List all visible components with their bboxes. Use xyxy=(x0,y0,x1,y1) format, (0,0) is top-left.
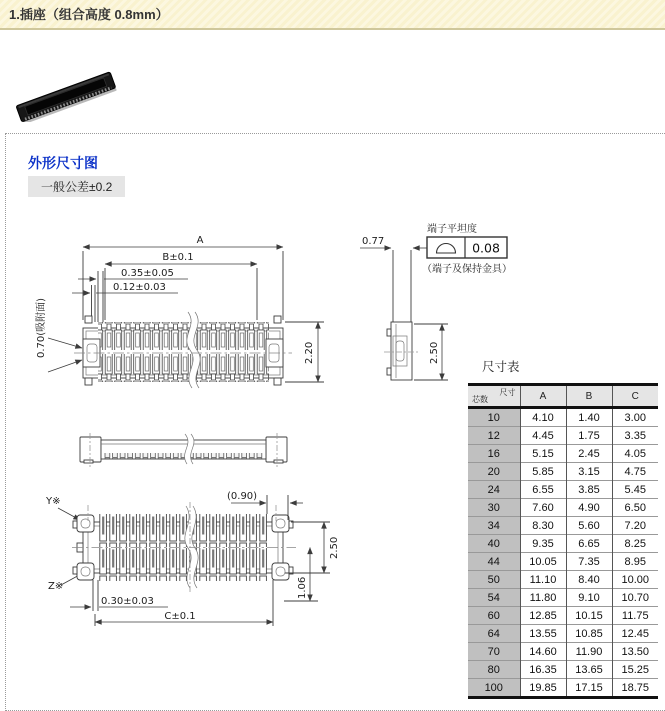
pins-cell: 64 xyxy=(468,625,520,643)
dimension-drawing xyxy=(28,212,528,640)
b-cell: 5.60 xyxy=(566,517,612,535)
top-view-drawing xyxy=(34,235,324,388)
pins-cell: 20 xyxy=(468,463,520,481)
flatness-title: 端子平坦度 xyxy=(427,224,477,235)
b-cell: 8.40 xyxy=(566,571,612,589)
col-header-a: A xyxy=(520,385,566,408)
table-row xyxy=(468,463,658,481)
dim-height-top-label: 2.20 xyxy=(304,341,315,364)
bottom-view-drawing xyxy=(45,491,340,626)
a-cell: 5.15 xyxy=(520,445,566,463)
b-cell: 10.85 xyxy=(566,625,612,643)
pins-cell: 70 xyxy=(468,643,520,661)
b-cell: 17.15 xyxy=(566,679,612,698)
a-cell: 13.55 xyxy=(520,625,566,643)
c-cell: 10.70 xyxy=(612,589,658,607)
size-table-section xyxy=(468,357,658,699)
a-cell: 12.85 xyxy=(520,607,566,625)
b-cell: 7.35 xyxy=(566,553,612,571)
elevation-view-drawing xyxy=(80,433,287,467)
pins-cell: 80 xyxy=(468,661,520,679)
b-cell: 3.15 xyxy=(566,463,612,481)
c-cell: 3.00 xyxy=(612,408,658,427)
dim-gap-label: (0.90) xyxy=(227,491,258,502)
table-row xyxy=(468,517,658,535)
a-cell: 8.30 xyxy=(520,517,566,535)
c-cell: 10.00 xyxy=(612,571,658,589)
table-row xyxy=(468,571,658,589)
b-cell: 13.65 xyxy=(566,661,612,679)
c-cell: 8.25 xyxy=(612,535,658,553)
bottom-view-slots-lower xyxy=(98,548,269,581)
c-cell: 18.75 xyxy=(612,679,658,698)
table-row xyxy=(468,679,658,698)
dim-width-side-label: 0.77 xyxy=(362,236,385,247)
pins-cell: 10 xyxy=(468,408,520,427)
table-row xyxy=(468,481,658,499)
col-header-c: C xyxy=(612,385,658,408)
dim-slot-label: 0.30±0.03 xyxy=(101,596,154,607)
section-header-title: 1.插座（组合高度 0.8mm） xyxy=(9,7,169,22)
flatness-value: 0.08 xyxy=(472,240,500,256)
elevation-teeth xyxy=(103,453,264,459)
dim-height-side-label: 2.50 xyxy=(429,341,440,364)
a-cell: 19.85 xyxy=(520,679,566,698)
dim-suction-label: 0.70(吸附面) xyxy=(36,297,47,358)
pins-cell: 44 xyxy=(468,553,520,571)
table-row xyxy=(468,643,658,661)
top-view-pins-lower xyxy=(98,354,269,382)
section-header-bar xyxy=(0,0,665,30)
c-cell: 13.50 xyxy=(612,643,658,661)
corner-label-pins: 芯数 xyxy=(472,395,488,404)
b-cell: 11.90 xyxy=(566,643,612,661)
b-cell: 1.75 xyxy=(566,427,612,445)
c-cell: 12.45 xyxy=(612,625,658,643)
a-cell: 6.55 xyxy=(520,481,566,499)
dim-pitch1-label: 0.35±0.05 xyxy=(121,268,174,279)
b-cell: 6.65 xyxy=(566,535,612,553)
b-cell: 10.15 xyxy=(566,607,612,625)
corner-header-cell xyxy=(468,385,520,408)
table-header-row xyxy=(468,385,658,408)
a-cell: 7.60 xyxy=(520,499,566,517)
b-cell: 3.85 xyxy=(566,481,612,499)
size-table-title: 尺寸表 xyxy=(482,360,520,374)
pins-cell: 16 xyxy=(468,445,520,463)
b-cell: 4.90 xyxy=(566,499,612,517)
label-z: Z※ xyxy=(48,581,64,592)
pins-cell: 12 xyxy=(468,427,520,445)
pins-cell: 30 xyxy=(468,499,520,517)
b-cell: 2.45 xyxy=(566,445,612,463)
table-row xyxy=(468,408,658,427)
c-cell: 3.35 xyxy=(612,427,658,445)
top-view-pins-upper xyxy=(98,322,269,350)
pins-cell: 100 xyxy=(468,679,520,698)
b-cell: 1.40 xyxy=(566,408,612,427)
col-header-b: B xyxy=(566,385,612,408)
table-row xyxy=(468,661,658,679)
c-cell: 11.75 xyxy=(612,607,658,625)
pins-cell: 24 xyxy=(468,481,520,499)
dim-b-label: B±0.1 xyxy=(162,252,194,263)
dim-height-bottom-label: 2.50 xyxy=(329,536,340,559)
pins-cell: 54 xyxy=(468,589,520,607)
c-cell: 5.45 xyxy=(612,481,658,499)
corner-label-size: 尺寸 xyxy=(499,388,516,397)
table-row xyxy=(468,445,658,463)
a-cell: 4.45 xyxy=(520,427,566,445)
c-cell: 4.05 xyxy=(612,445,658,463)
a-cell: 4.10 xyxy=(520,408,566,427)
flatness-note: （端子及保持金具） xyxy=(422,264,512,275)
c-cell: 15.25 xyxy=(612,661,658,679)
dim-c-label: C±0.1 xyxy=(164,611,196,622)
size-table xyxy=(468,383,658,699)
dim-foot-label: 1.06 xyxy=(297,576,308,599)
a-cell: 11.10 xyxy=(520,571,566,589)
c-cell: 6.50 xyxy=(612,499,658,517)
table-row xyxy=(468,553,658,571)
c-cell: 7.20 xyxy=(612,517,658,535)
pins-cell: 40 xyxy=(468,535,520,553)
table-row xyxy=(468,625,658,643)
pins-cell: 50 xyxy=(468,571,520,589)
label-y: Y※ xyxy=(46,496,61,507)
product-photo xyxy=(6,44,134,122)
a-cell: 11.80 xyxy=(520,589,566,607)
dim-a-label: A xyxy=(196,235,204,246)
pins-cell: 60 xyxy=(468,607,520,625)
c-cell: 4.75 xyxy=(612,463,658,481)
table-row xyxy=(468,427,658,445)
tolerance-badge: 一般公差±0.2 xyxy=(28,176,125,197)
a-cell: 5.85 xyxy=(520,463,566,481)
a-cell: 9.35 xyxy=(520,535,566,553)
c-cell: 8.95 xyxy=(612,553,658,571)
bottom-view-slots-upper xyxy=(98,514,269,547)
a-cell: 16.35 xyxy=(520,661,566,679)
outline-drawing-title: 外形尺寸图 xyxy=(28,155,98,171)
table-row xyxy=(468,499,658,517)
dim-pitch2-label: 0.12±0.03 xyxy=(113,282,166,293)
a-cell: 14.60 xyxy=(520,643,566,661)
a-cell: 10.05 xyxy=(520,553,566,571)
table-row xyxy=(468,589,658,607)
table-row xyxy=(468,535,658,553)
table-row xyxy=(468,607,658,625)
b-cell: 9.10 xyxy=(566,589,612,607)
pins-cell: 34 xyxy=(468,517,520,535)
